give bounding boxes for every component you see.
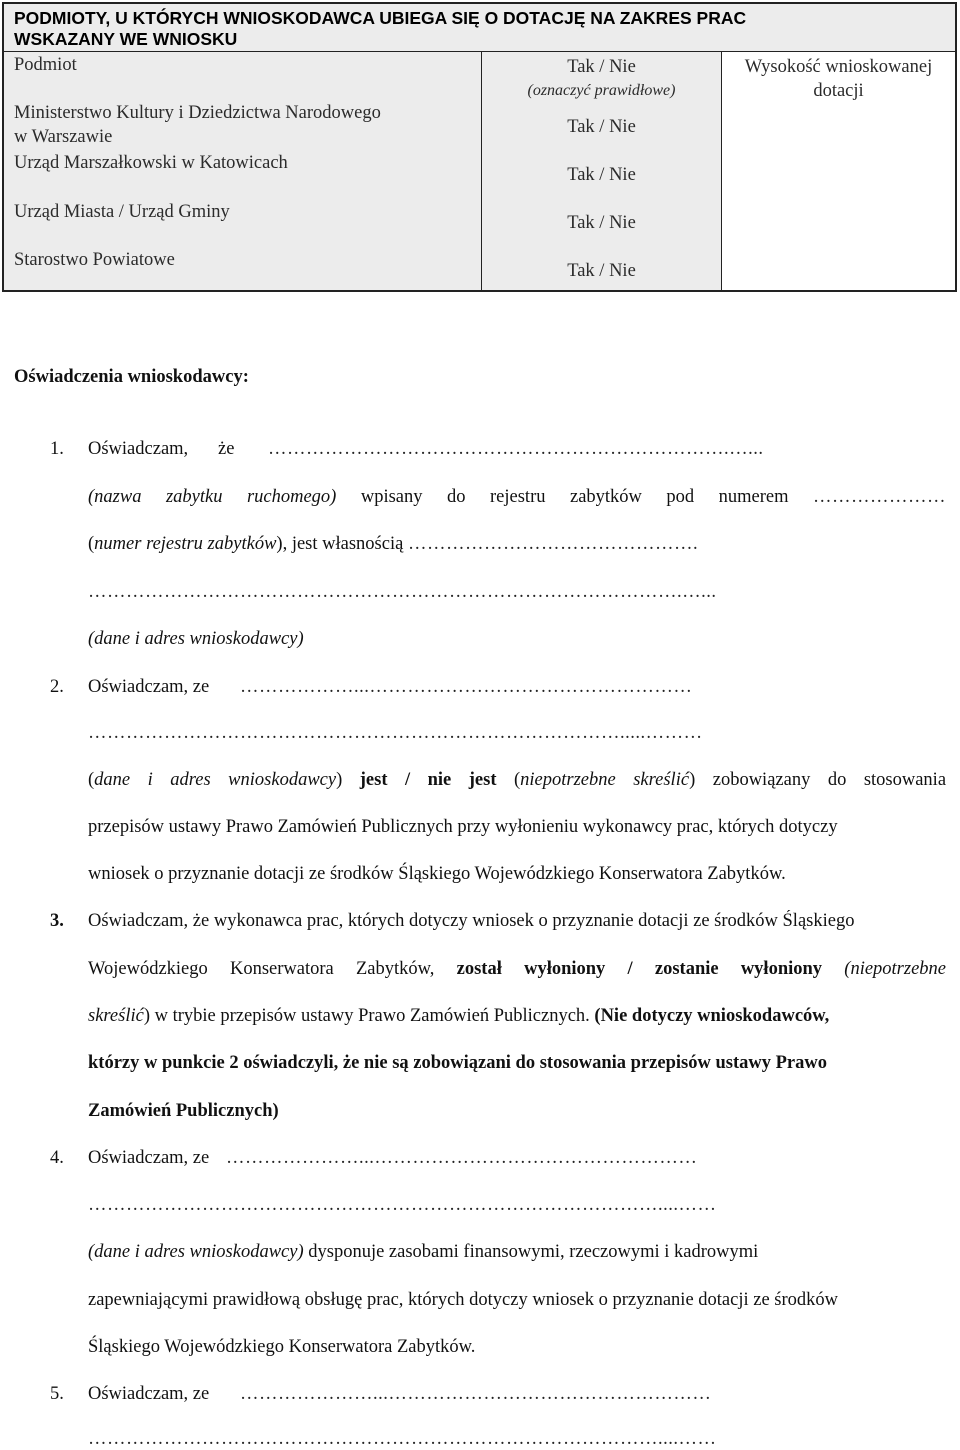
d4-dane-label: (dane i adres wnioskodawcy) (88, 1242, 304, 1262)
d1-fill-1[interactable]: ……………………………………………………………….…... (268, 439, 764, 459)
d2-number: 2. (50, 677, 64, 697)
d2-close: ) (336, 770, 343, 790)
d2-dane-label: dane i adres wnioskodawcy (94, 770, 337, 790)
entity-1-line2: w Warszawie (14, 127, 113, 147)
d3-line1: Oświadczam, że wykonawca prac, których dotyczy wniosek o przyznanie dotacji ze środków Śląskiego (88, 911, 855, 931)
d3-line3 (88, 1005, 829, 1027)
d2-niepotrzebne (514, 770, 695, 790)
d4-line4: zapewniającymi prawidłową obsługę prac, których dotyczy wniosek o przyznanie dotacji ze środków (88, 1290, 839, 1310)
d1-dane-label: (dane i adres wnioskodawcy) (88, 629, 304, 649)
choice-row-4[interactable]: Tak / Nie (567, 261, 636, 281)
d1-ze: że (218, 439, 235, 459)
d1-rejestr-label: numer rejestru zabytków (94, 534, 277, 554)
choice-row-3[interactable]: Tak / Nie (567, 213, 636, 233)
d3-line2-text: Wojewódzkiego Konserwatora Zabytków, (88, 959, 435, 979)
d1-line3 (88, 533, 698, 555)
d2-line4: przepisów ustawy Prawo Zamówień Publicznych przy wyłonieniu wykonawcy prac, których dotyczy (88, 817, 838, 837)
table-title (4, 4, 955, 52)
entity-column (4, 52, 482, 290)
d3-line5: Zamówień Publicznych) (88, 1101, 279, 1121)
d2-jest-nie-jest: jest / nie jest (359, 770, 497, 790)
d3-line3-text: ) w trybie przepisów ustawy Prawo Zamówień Publicznych. (143, 1006, 590, 1026)
d1-zabytek-label: (nazwa zabytku ruchomego) (88, 487, 337, 507)
table-title-line1: PODMIOTY, U KTÓRYCH WNIOSKODAWCA UBIEGA SIĘ O DOTACJĘ NA ZAKRES PRAC (14, 8, 747, 28)
d4-lead: Oświadczam, ze (88, 1148, 210, 1168)
d3-wylonienie: został wyłoniony / zostanie wyłoniony (456, 959, 823, 979)
declarations-heading: Oświadczenia wnioskodawcy: (14, 367, 249, 387)
amount-column[interactable] (722, 52, 955, 290)
d1-fill-4[interactable]: ………………………………………………………………………………….…... (88, 582, 717, 602)
d1-line2 (88, 486, 946, 508)
d1-number: 1. (50, 439, 64, 459)
d1-line3-open: ( (88, 534, 95, 554)
entity-2: Urząd Marszałkowski w Katowicach (14, 153, 288, 173)
d5-lead: Oświadczam, ze (88, 1384, 210, 1404)
choice-row-2[interactable]: Tak / Nie (567, 165, 636, 185)
d1-line2-text: wpisany do rejestru zabytków pod numerem (360, 487, 789, 507)
d2-line3 (88, 769, 946, 791)
entity-1-line1: Ministerstwo Kultury i Dziedzictwa Narodowego (14, 103, 381, 123)
table-title-line2: WSKAZANY WE WNIOSKU (14, 29, 238, 49)
d2-fill-2[interactable]: ………………………………………………………………………….....……… (88, 723, 703, 743)
d2-skreslic-label: niepotrzebne skreślić (520, 770, 690, 790)
entity-3: Urząd Miasta / Urząd Gminy (14, 202, 230, 222)
d4-line5: Śląskiego Wojewódzkiego Konserwatora Zabytków. (88, 1337, 476, 1357)
d2-line3-dane (88, 770, 342, 790)
d5-fill-1[interactable]: …………………...…………………………………………… (240, 1384, 712, 1404)
d2-open2: ( (514, 770, 521, 790)
header-amount-line1: Wysokość wnioskowanej (744, 57, 933, 77)
d3-number: 3. (50, 911, 64, 931)
entities-table (2, 2, 957, 292)
d4-fill-1[interactable]: …………………...…………………………………………… (226, 1148, 698, 1168)
choice-column (482, 52, 722, 290)
d2-line5: wniosek o przyznanie dotacji ze środków Śląskiego Wojewódzkiego Konserwatora Zabytków. (88, 864, 786, 884)
d1-line3-text: ), jest własnością (276, 534, 404, 554)
d2-line3-text: zobowiązany do stosowania (712, 770, 946, 790)
d4-line3 (88, 1241, 758, 1263)
d3-line2 (88, 958, 946, 980)
d3-niepotrzebne: (niepotrzebne (844, 959, 946, 979)
choice-row-1[interactable]: Tak / Nie (567, 117, 636, 137)
d2-close2: ) (689, 770, 696, 790)
d5-fill-2[interactable]: ………………………………………………………………………………....…… (88, 1429, 717, 1449)
header-taknie-note: (oznaczyć prawidłowe) (527, 82, 676, 99)
d3-nie-dotyczy: (Nie dotyczy wnioskodawców, (594, 1006, 830, 1026)
d1-fill-2[interactable]: ………………… (813, 487, 946, 507)
d4-fill-2[interactable]: ………………………………………………………………………………....…… (88, 1195, 717, 1215)
header-podmiot: Podmiot (14, 55, 77, 75)
d2-open: ( (88, 770, 95, 790)
d2-lead: Oświadczam, ze (88, 677, 210, 697)
d5-number: 5. (50, 1384, 64, 1404)
d1-lead: Oświadczam, (88, 439, 189, 459)
d1-fill-3[interactable]: ………………………………………. (407, 534, 699, 554)
header-taknie: Tak / Nie (567, 57, 636, 77)
d3-skreslic: skreślić (88, 1006, 144, 1026)
d4-number: 4. (50, 1148, 64, 1168)
d3-line4: którzy w punkcie 2 oświadczyli, że nie są zobowiązani do stosowania przepisów ustawy Prawo (88, 1053, 827, 1073)
d2-fill-1[interactable]: ………………...…………………………………………… (240, 677, 693, 697)
header-amount-line2: dotacji (813, 81, 864, 101)
entity-4: Starostwo Powiatowe (14, 250, 175, 270)
d4-line3-text: dysponuje zasobami finansowymi, rzeczowymi i kadrowymi (308, 1242, 759, 1262)
